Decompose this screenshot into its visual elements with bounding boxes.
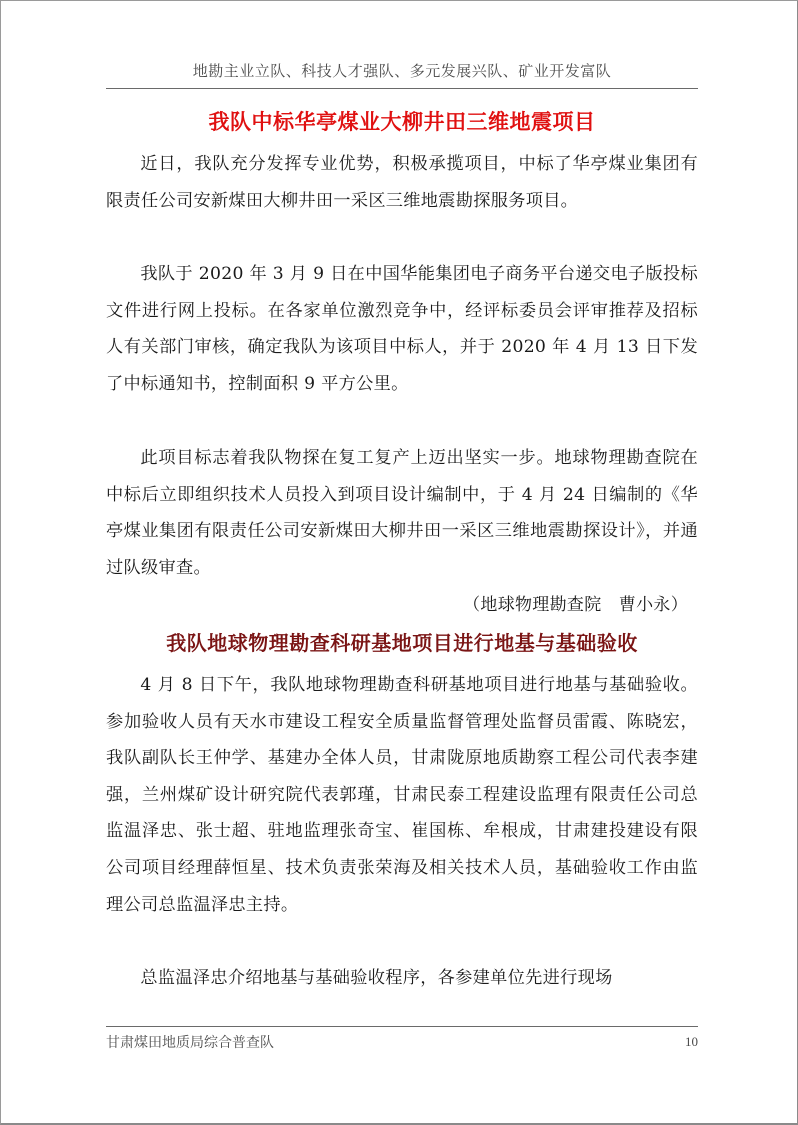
footer-organization: 甘肃煤田地质局综合普查队 — [106, 1035, 274, 1051]
article-2-paragraph-1: 4 月 8 日下午，我队地球物理勘查科研基地项目进行地基与基础验收。参加验收人员有天水市建设工程安全质量监督管理处监督员雷霞、陈晓宏，我队副队长王仲学、基建办全体人员，甘肃陇原地质勘察工程公司代表李建强，兰州煤矿设计研究院代表郭瑾，甘肃民泰工程建设监理有限责任公司总监温泽忠、张士超、驻地监理张奇宝、崔国栋、牟根成，甘肃建投建设有限公司项目经理薛恒星、技术负责张荣海及相关技术人员，基础验收工作由监理公司总监温泽忠主持。 — [106, 675, 698, 915]
article-2-paragraph-2: 总监温泽忠介绍地基与基础验收程序，各参建单位先进行现场 — [140, 968, 613, 988]
article-1-paragraph-1: 近日，我队充分发挥专业优势，积极承揽项目，中标了华亭煤业集团有限责任公司安新煤田大柳井田一采区三维地震勘探服务项目。 — [106, 154, 698, 211]
article-1-paragraph-3: 此项目标志着我队物探在复工复产上迈出坚实一步。地球物理勘查院在中标后立即组织技术人员投入到项目设计编制中，于 4 月 24 日编制的《华亭煤业集团有限责任公司安新煤田大柳井田一采区三维地震勘探设计》，并通过队级审查。 — [106, 448, 698, 578]
article-2-title: 我队地球物理勘查科研基地项目进行地基与基础验收 — [166, 631, 638, 655]
page-number: 10 — [685, 1034, 698, 1049]
header-divider — [106, 88, 698, 89]
article-1-paragraph-2: 我队于 2020 年 3 月 9 日在中国华能集团电子商务平台递交电子版投标文件进行网上投标。在各家单位激烈竞争中，经评标委员会评审推荐及招标人有关部门审核，确定我队为该项目中标人，并于 2020 年 4 月 13 日下发了中标通知书，控制面积 9 平方公里。 — [106, 264, 698, 394]
article-1-title: 我队中标华亭煤业大柳井田三维地震项目 — [208, 110, 596, 134]
article-1-byline: （地球物理勘查院 曹小永） — [463, 595, 688, 615]
header-slogan: 地勘主业立队、科技人才强队、多元发展兴队、矿业开发富队 — [192, 62, 612, 80]
footer-divider — [106, 1026, 698, 1027]
